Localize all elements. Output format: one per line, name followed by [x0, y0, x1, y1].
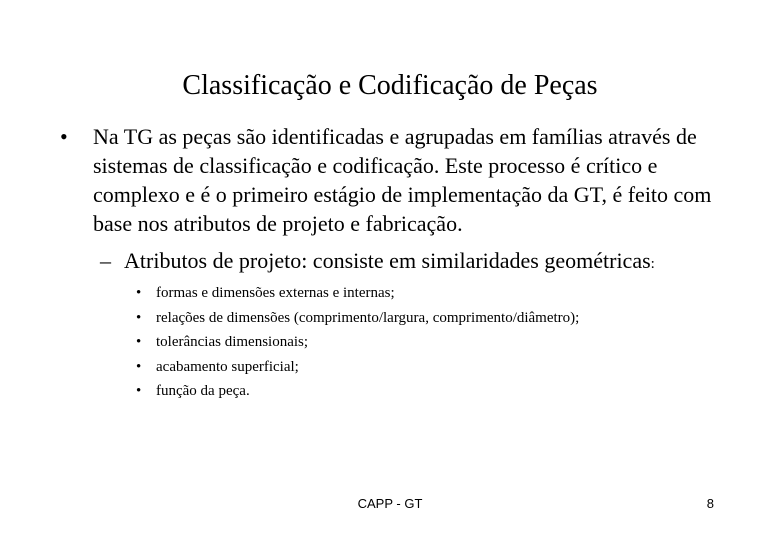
list-item — [136, 306, 736, 331]
list-item-text: formas e dimensões externas e internas; — [156, 285, 395, 301]
slide-title: Classificação e Codificação de Peças — [182, 70, 598, 101]
list-item-text: acabamento superficial; — [156, 358, 299, 375]
list-item — [136, 379, 736, 404]
dash-icon: – — [100, 248, 111, 273]
sub-bullet-text: Atributos de projeto: consiste em similaridades geométricas — [124, 248, 651, 273]
list-item-text: função da peça. — [156, 383, 250, 399]
bullet-icon: • — [136, 358, 142, 375]
footer-text: CAPP - GT — [357, 496, 423, 511]
page-number: 8 — [706, 496, 714, 511]
bullet-icon: • — [136, 383, 142, 399]
list-item-text: relações de dimensões (comprimento/largura, comprimento/diâmetro); — [156, 309, 580, 326]
main-bullet-point — [60, 122, 730, 238]
list-item-text: tolerâncias dimensionais; — [156, 334, 309, 350]
bullet-icon: • — [136, 334, 142, 350]
attribute-list — [136, 281, 736, 404]
list-item — [136, 355, 736, 380]
list-item — [136, 330, 736, 355]
sub-bullet-point — [100, 246, 740, 279]
sub-bullet-colon: : — [650, 256, 655, 272]
bullet-icon: • — [60, 124, 68, 149]
bullet-icon: • — [136, 309, 142, 326]
main-bullet-text: Na TG as peças são identificadas e agrupadas em famílias através de sistemas de classificação e codificação. Este processo é crítico e complexo e é o primeiro estágio de implementação da GT, é feito com base nos atributos de projeto e fabricação. — [93, 124, 712, 236]
bullet-icon: • — [136, 285, 142, 301]
list-item — [136, 281, 736, 306]
